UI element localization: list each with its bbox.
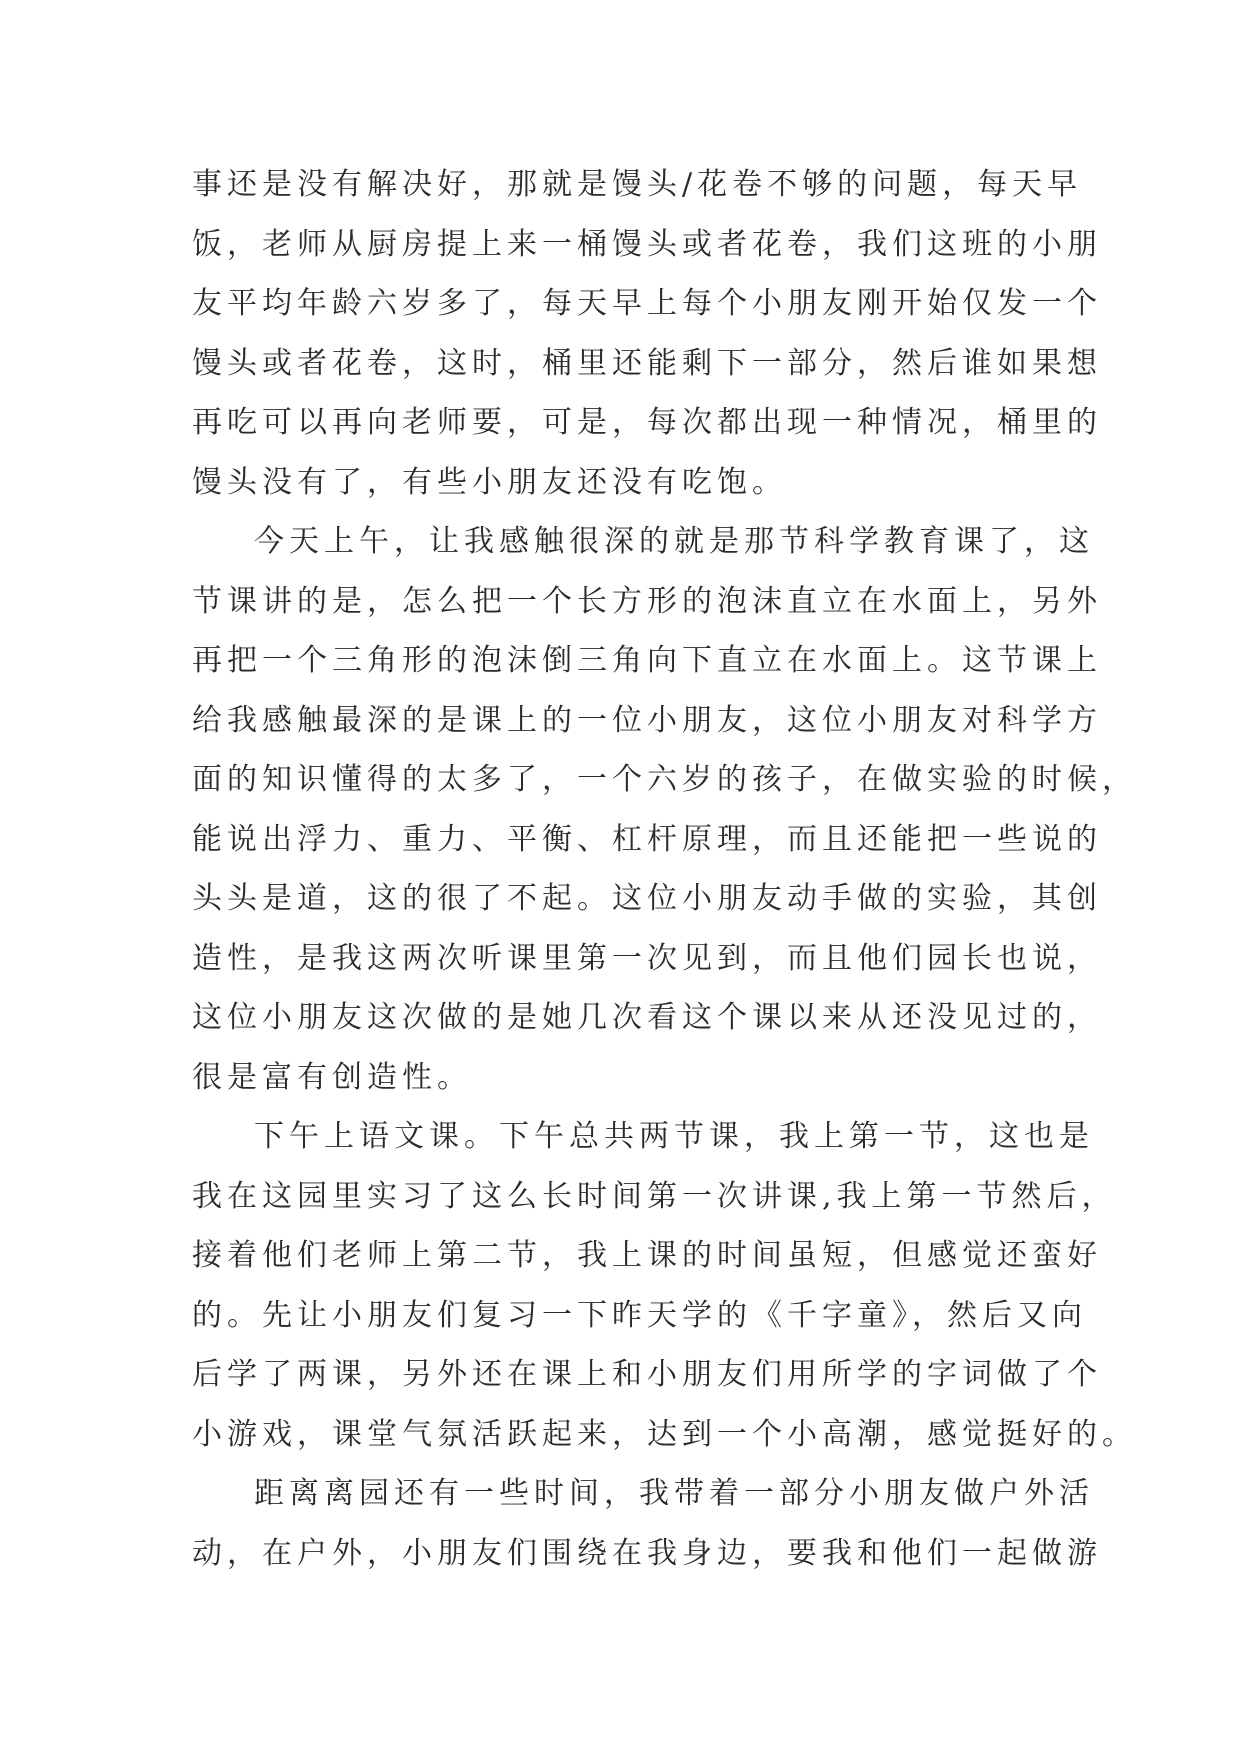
text-line: 距离离园还有一些时间，我带着一部分小朋友做户外活 <box>254 1476 1094 1511</box>
text-line: 节课讲的是，怎么把一个长方形的泡沫直立在水面上，另外 <box>192 583 1102 619</box>
paragraph-1 <box>192 155 1102 512</box>
text-line: 这位小朋友这次做的是她几次看这个课以来从还没见过的， <box>192 1000 1102 1035</box>
text-line: 下午上语文课。下午总共两节课，我上第一节，这也是 <box>254 1119 1094 1154</box>
text-line: 事还是没有解决好，那就是馒头/花卷不够的问题，每天早 <box>192 167 1083 202</box>
text-line: 给我感触最深的是课上的一位小朋友，这位小朋友对科学方 <box>192 702 1102 738</box>
text-line: 今天上午，让我感触很深的就是那节科学教育课了，这 <box>254 524 1094 559</box>
text-line: 动，在户外，小朋友们围绕在我身边，要我和他们一起做游 <box>192 1535 1102 1571</box>
text-line: 再把一个三角形的泡沫倒三角向下直立在水面上。这节课上 <box>192 643 1102 678</box>
text-line: 馒头没有了，有些小朋友还没有吃饱。 <box>192 464 787 500</box>
text-line: 头头是道，这的很了不起。这位小朋友动手做的实验，其创 <box>192 881 1102 916</box>
text-line: 饭，老师从厨房提上来一桶馒头或者花卷，我们这班的小朋 <box>192 226 1102 262</box>
text-line: 后学了两课，另外还在课上和小朋友们用所学的字词做了个 <box>192 1357 1102 1392</box>
paragraph-3 <box>192 1107 1137 1464</box>
text-line: 很是富有创造性。 <box>192 1059 472 1095</box>
text-line: 小游戏，课堂气氛活跃起来，达到一个小高潮，感觉挺好的。 <box>192 1416 1137 1452</box>
text-line: 馒头或者花卷，这时，桶里还能剩下一部分，然后谁如果想 <box>192 345 1102 381</box>
paragraph-2 <box>192 512 1137 1107</box>
paragraph-4 <box>192 1464 1102 1583</box>
text-line: 我在这园里实习了这么长时间第一次讲课,我上第一节然后， <box>192 1178 1117 1214</box>
text-line: 接着他们老师上第二节，我上课的时间虽短，但感觉还蛮好 <box>192 1238 1102 1273</box>
text-line: 能说出浮力、重力、平衡、杠杆原理，而且还能把一些说的 <box>192 821 1102 857</box>
text-line: 的。先让小朋友们复习一下昨天学的《千字童》，然后又向 <box>192 1297 1087 1333</box>
text-line: 友平均年龄六岁多了，每天早上每个小朋友刚开始仅发一个 <box>192 286 1102 321</box>
text-line: 造性，是我这两次听课里第一次见到，而且他们园长也说， <box>192 940 1102 976</box>
text-line: 面的知识懂得的太多了，一个六岁的孩子，在做实验的时候， <box>192 762 1137 797</box>
document-body <box>192 155 1137 1583</box>
text-line: 再吃可以再向老师要，可是，每次都出现一种情况，桶里的 <box>192 405 1102 440</box>
